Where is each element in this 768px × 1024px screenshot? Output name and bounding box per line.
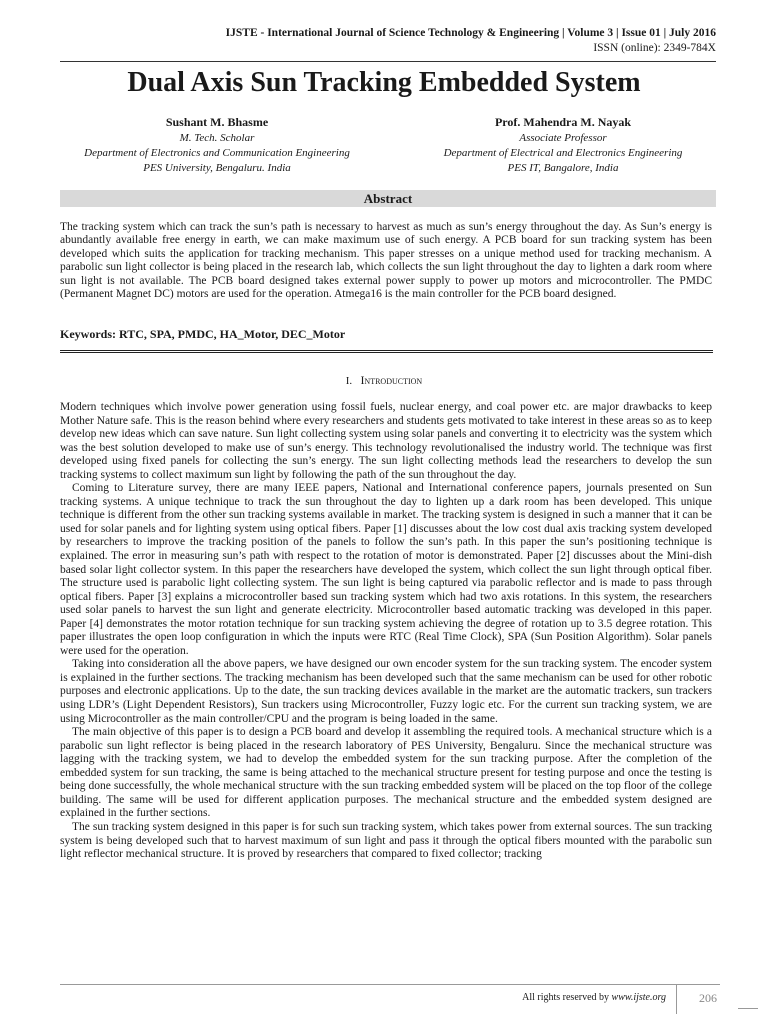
site-link[interactable]: www.ijste.org (611, 992, 666, 1003)
author-department: Department of Electrical and Electronics Engineering (443, 147, 683, 159)
paragraph: Coming to Literature survey, there are many IEEE papers, National and International conference papers, journals presented on Sun tracking systems. A unique technique to track the sun throughout the day to lighten up a dark room has been developed. This unique technique is different from the other sun tracking systems available in market. The tracking system is designed in such a manner that it can be used for solar panels and for lighting system using optical fibers. Paper [1] discusses about the low cost dual axis tracking system developed by researchers to improve the tracking position of the panels to follow the sun’s path. In this paper the sun’s positioning technique is explained. The error in measuring sun’s path with respect to the rotation of motor is demonstrated. Paper [2] discusses about the Mini-dish based solar light collector system. In this paper the researchers have developed the system, which collect the sun light through optical fiber. The structure used is parabolic light collecting system. The sun light is being captured via parabolic reflector and is made to pass through optical fibers. Paper [3] explains a microcontroller based sun tracking system which had two axis rotations. In this system, the researchers used solar panels to harvest the sun light and generate electricity. Microcontroller based automatic tracking was developed in this paper. Paper [4] demonstrates the motor rotation technique for sun tracking system achieving the degree of rotation up to 3.5 degree rotation. This paper illustrates the open loop configuration in which the inputs were RTC (Real Time Clock), SPA (Sun Position Algorithm). Solar panels were used for the operation. (60, 482, 713, 657)
keywords: Keywords: RTC, SPA, PMDC, HA_Motor, DEC_Motor (60, 327, 346, 341)
page-number: 206 (699, 991, 717, 1005)
author-name: Prof. Mahendra M. Nayak (494, 115, 632, 129)
author-affiliation: PES IT, Bangalore, India (507, 162, 619, 174)
paper-title: Dual Axis Sun Tracking Embedded System (127, 67, 641, 98)
page-corner-rule (738, 1008, 758, 1009)
section-divider (60, 350, 713, 353)
author-1 (57, 115, 377, 176)
author-department: Department of Electronics and Communication Engineering (84, 147, 350, 159)
section-heading (0, 373, 768, 388)
section-title: Introduction (360, 373, 423, 387)
footer-rule (60, 984, 720, 985)
abstract-text: The tracking system which can track the sun’s path is necessary to harvest as much as sun’s energy throughout the day. As Sun’s energy is abundantly available free energy in earth, we can make maximum use of such energy. A PCB board for sun tracking system has been developed which suits the application for tracking mechanism. This paper stresses on a unique method used for tracking mechanism. A parabolic sun light collector is being placed in the research lab, which collects the sun light throughout the day to lighten a dark room where sun light is not available. The PCB board designed takes external power supply to power up motors and microcontroller. The PMDC (Permanent Magnet DC) motors are used for the operation. Atmega16 is the main controller for the PCB board designed. (60, 221, 712, 301)
abstract-heading: Abstract (60, 190, 716, 207)
body-text (60, 401, 712, 862)
author-role: M. Tech. Scholar (179, 132, 255, 144)
journal-header (226, 26, 716, 56)
author-2 (403, 115, 723, 176)
issn: ISSN (online): 2349-784X (593, 42, 716, 54)
section-number: I. (345, 375, 353, 387)
rights-text: All rights reserved by (522, 992, 612, 1003)
header-rule (60, 61, 716, 62)
paragraph: The sun tracking system designed in this paper is for such sun tracking system, which takes power from external sources. The sun tracking system is being developed such that to harvest maximum of sun light and pass it through the optical fibers mounted with the parabolic sun light reflector mechanical structure. It is proved by researchers that compared to fixed collector; tracking (60, 820, 712, 861)
footer-separator (676, 984, 677, 1014)
paragraph: The main objective of this paper is to design a PCB board and develop it assembling the required tools. A mechanical structure which is a parabolic sun light reflector is being placed in the research laboratory of PES University, Bengaluru. Since the mechanical structure was lagging with the tracking system, we had to develop the embedded system for the sun tracking purpose. After the completion of the embedded system for sun tracking, the same is being attached to the mechanical structure present for testing purpose and once the testing is being done successfully, the whole mechanical structure with the sun tracking embedded system will be placed on the top floor of the college building. The same will be used for different application purposes. The mechanical structure and the embedded system designed are explained in the further sections. (60, 726, 712, 820)
journal-name: IJSTE - International Journal of Science Technology & Engineering | Volume 3 | Issue 01 | July 2016 (225, 27, 716, 39)
author-name: Sushant M. Bhasme (165, 115, 269, 129)
paragraph: Modern techniques which involve power generation using fossil fuels, nuclear energy, and coal power etc. are major drawbacks to keep Mother Nature safe. This is the reason behind where every researchers and students gets motivated to take interest in these areas so as to keep develop new ideas which can save nature. Sun light collecting system using solar panels and converting it to electricity was the system which was the best solution developed to make use of sun’s energy. This technology revolutionalised the industry world. The technique was first developed using fixed panels for collecting the sun’s energy. The sun light collecting methods lead the researchers to develop the sun tracking systems to collect maximum sun light by following the path of the sun throughout the day. (60, 401, 712, 481)
author-affiliation: PES University, Bengaluru. India (143, 162, 291, 174)
paragraph: Taking into consideration all the above papers, we have designed our own encoder system for the sun tracking system. The encoder system is explained in the further sections. The tracking mechanism has been developed such that the same mechanism can be used for other robotic purposes and electronic applications. Up to the date, the sun tracking devices available in the market are the automatic trackers, sun trackers using LDR’s (Light Dependent Resistors), Sun trackers using Microcontroller, Fuzzy logic etc. For the current sun tracking system, we are using Microcontroller as the main controller/CPU and the program is being loaded in the same. (60, 658, 712, 725)
footer-rights (440, 992, 666, 1003)
author-role: Associate Professor (519, 132, 607, 144)
